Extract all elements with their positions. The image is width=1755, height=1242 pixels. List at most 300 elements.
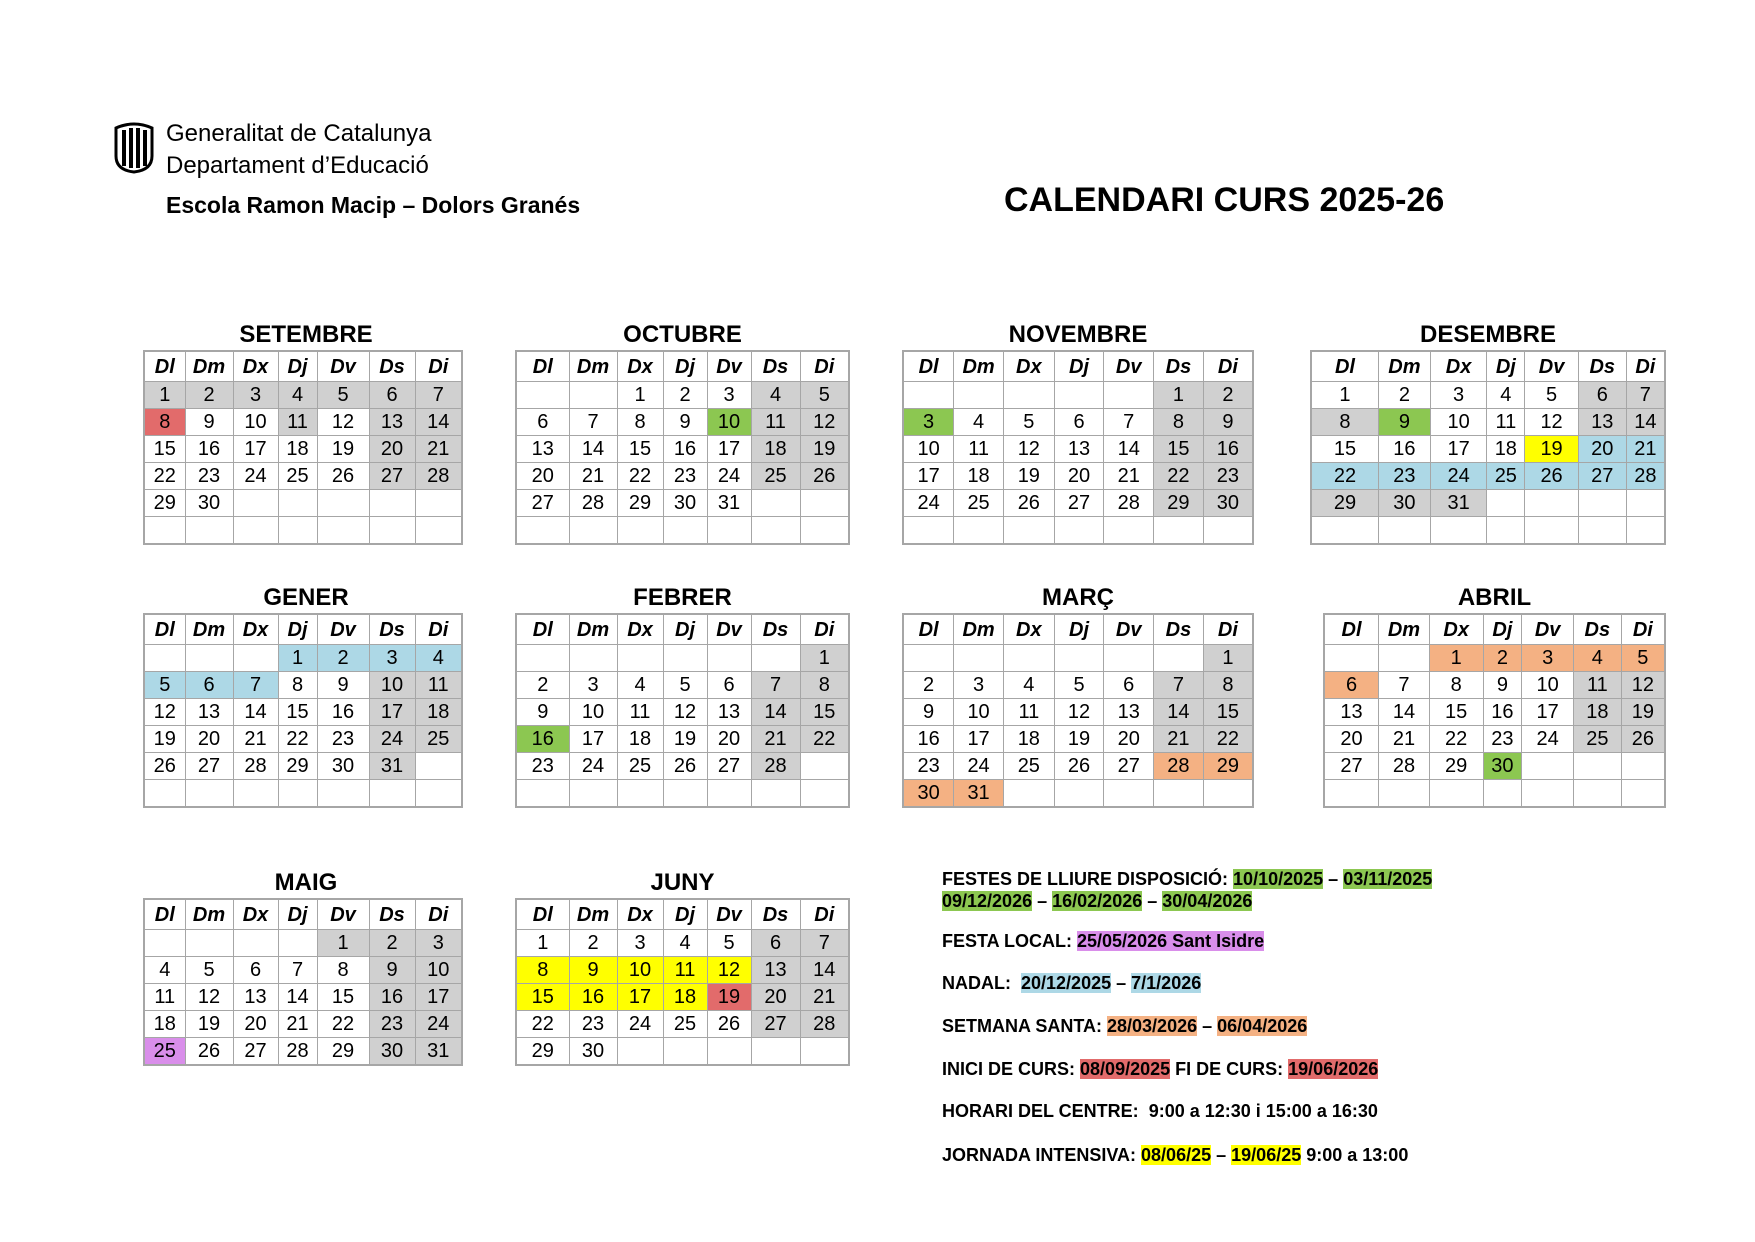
weekday-header: Ds [751, 351, 800, 382]
empty-cell [751, 1038, 800, 1066]
week-row [516, 753, 849, 780]
day-cell: 6 [516, 409, 569, 436]
day-cell: 2 [185, 382, 233, 409]
day-cell: 1 [1154, 382, 1204, 409]
day-cell: 19 [1525, 436, 1579, 463]
day-cell: 25 [1003, 753, 1054, 780]
day-cell: 14 [1104, 436, 1154, 463]
day-cell: 20 [1054, 463, 1104, 490]
day-cell: 12 [185, 984, 233, 1011]
weekday-header: Dl [1311, 351, 1378, 382]
day-cell: 8 [1154, 409, 1204, 436]
empty-cell [185, 930, 233, 957]
day-cell: 23 [1483, 726, 1522, 753]
day-cell: 21 [233, 726, 278, 753]
day-cell: 15 [516, 984, 569, 1011]
month-octubre [515, 320, 850, 545]
empty-cell [800, 517, 849, 545]
week-row [144, 436, 462, 463]
day-cell: 5 [144, 672, 185, 699]
week-row [1311, 382, 1665, 409]
day-cell: 9 [369, 957, 415, 984]
empty-cell [1626, 517, 1665, 545]
empty-cell [1003, 382, 1054, 409]
day-cell: 11 [954, 436, 1004, 463]
day-cell: 18 [954, 463, 1004, 490]
week-row [903, 409, 1253, 436]
empty-cell [569, 517, 617, 545]
month-name: ABRIL [1457, 584, 1532, 611]
page-title: CALENDARI CURS 2025-26 [1004, 181, 1445, 219]
weekday-header: Dl [144, 351, 185, 382]
empty-cell [903, 517, 954, 545]
day-cell: 15 [144, 436, 185, 463]
day-cell: 14 [800, 957, 849, 984]
week-row [1311, 517, 1665, 545]
empty-cell [1104, 780, 1154, 808]
empty-cell [1324, 645, 1379, 672]
empty-cell [1003, 780, 1054, 808]
weekday-header: Dv [1104, 614, 1154, 645]
month-grid [515, 613, 850, 808]
day-cell: 3 [1522, 645, 1574, 672]
month-gener [143, 583, 469, 808]
day-cell: 28 [1626, 463, 1665, 490]
legend-start-value: 08/09/2025 [1080, 1059, 1171, 1079]
empty-cell [516, 645, 569, 672]
weekday-header: Dx [617, 351, 663, 382]
empty-cell [185, 517, 233, 545]
month-novembre [902, 320, 1254, 545]
day-cell: 10 [707, 409, 751, 436]
empty-cell [663, 1038, 707, 1066]
empty-cell [516, 780, 569, 808]
weekday-header: Di [415, 351, 462, 382]
empty-cell [663, 517, 707, 545]
day-cell: 19 [663, 726, 707, 753]
day-cell: 18 [1487, 436, 1525, 463]
empty-cell [1573, 753, 1621, 780]
day-cell: 9 [317, 672, 369, 699]
weekday-header: Di [1621, 614, 1665, 645]
day-cell: 9 [663, 409, 707, 436]
day-cell: 18 [1003, 726, 1054, 753]
day-cell: 2 [663, 382, 707, 409]
day-cell: 7 [233, 672, 278, 699]
day-cell: 12 [800, 409, 849, 436]
empty-cell [1054, 382, 1104, 409]
day-cell: 15 [317, 984, 369, 1011]
legend-separator: – [1116, 973, 1127, 993]
day-cell: 22 [317, 1011, 369, 1038]
legend-free-days [942, 868, 1432, 912]
day-cell: 21 [1154, 726, 1204, 753]
week-row [903, 382, 1253, 409]
day-cell: 1 [1203, 645, 1253, 672]
day-cell: 12 [663, 699, 707, 726]
week-row [516, 463, 849, 490]
empty-cell [278, 780, 317, 808]
day-cell: 11 [1573, 672, 1621, 699]
day-cell: 15 [800, 699, 849, 726]
month-grid [902, 350, 1254, 545]
day-cell: 7 [569, 409, 617, 436]
day-cell: 17 [617, 984, 663, 1011]
day-cell: 5 [1525, 382, 1579, 409]
day-cell: 4 [954, 409, 1004, 436]
month-setembre [143, 320, 469, 545]
weekday-header: Ds [751, 614, 800, 645]
empty-cell [144, 517, 185, 545]
day-cell: 21 [1626, 436, 1665, 463]
legend-nadal-label: NADAL: [942, 973, 1011, 993]
day-cell: 17 [233, 436, 278, 463]
week-row [1324, 780, 1665, 808]
day-cell: 26 [707, 1011, 751, 1038]
week-row [144, 984, 462, 1011]
empty-cell [751, 490, 800, 517]
day-cell: 25 [751, 463, 800, 490]
day-cell: 11 [663, 957, 707, 984]
empty-cell [1522, 753, 1574, 780]
weekday-header: Ds [1573, 614, 1621, 645]
day-cell: 11 [278, 409, 317, 436]
week-row [1324, 726, 1665, 753]
weekday-header: Dl [144, 899, 185, 930]
week-row [144, 753, 462, 780]
weekday-header: Dv [707, 351, 751, 382]
weekday-header: Dv [317, 899, 369, 930]
weekday-header: Dv [317, 351, 369, 382]
empty-cell [1104, 382, 1154, 409]
day-cell: 9 [569, 957, 617, 984]
day-cell: 22 [1203, 726, 1253, 753]
day-cell: 22 [278, 726, 317, 753]
day-cell: 3 [415, 930, 462, 957]
weekday-header: Ds [369, 614, 415, 645]
day-cell: 26 [144, 753, 185, 780]
legend-free-date: 16/02/2026 [1052, 891, 1143, 911]
day-cell: 13 [1054, 436, 1104, 463]
weekday-header: Dx [233, 614, 278, 645]
day-cell: 12 [1003, 436, 1054, 463]
day-cell: 11 [415, 672, 462, 699]
day-cell: 30 [317, 753, 369, 780]
day-cell: 29 [278, 753, 317, 780]
day-cell: 1 [278, 645, 317, 672]
day-cell: 24 [569, 753, 617, 780]
day-cell: 11 [144, 984, 185, 1011]
weekday-header: Dl [903, 614, 954, 645]
empty-cell [569, 780, 617, 808]
day-cell: 7 [1104, 409, 1154, 436]
week-row [1311, 409, 1665, 436]
day-cell: 3 [903, 409, 954, 436]
day-cell: 4 [415, 645, 462, 672]
weekday-header: Dl [1324, 614, 1379, 645]
day-cell: 13 [1104, 699, 1154, 726]
week-row [516, 1011, 849, 1038]
weekday-header: Dv [1525, 351, 1579, 382]
day-cell: 27 [185, 753, 233, 780]
empty-cell [415, 780, 462, 808]
weekday-header: Dx [617, 899, 663, 930]
empty-cell [369, 780, 415, 808]
weekday-header: Dx [1429, 614, 1483, 645]
day-cell: 27 [1324, 753, 1379, 780]
day-cell: 11 [1003, 699, 1054, 726]
legend-separator: – [1216, 1145, 1227, 1165]
day-cell: 2 [516, 672, 569, 699]
day-cell: 2 [1203, 382, 1253, 409]
day-cell: 15 [1154, 436, 1204, 463]
day-cell: 9 [903, 699, 954, 726]
day-cell: 22 [800, 726, 849, 753]
day-cell: 13 [233, 984, 278, 1011]
day-cell: 18 [144, 1011, 185, 1038]
empty-cell [1154, 645, 1204, 672]
day-cell: 13 [751, 957, 800, 984]
day-cell: 29 [1154, 490, 1204, 517]
day-cell: 13 [1324, 699, 1379, 726]
empty-cell [954, 382, 1004, 409]
day-cell: 1 [1311, 382, 1378, 409]
weekday-header: Dj [1054, 351, 1104, 382]
week-row [516, 490, 849, 517]
week-row [516, 957, 849, 984]
weekday-header: Dx [233, 351, 278, 382]
day-cell: 1 [516, 930, 569, 957]
month-grid [143, 898, 463, 1066]
weekday-header: Ds [1154, 351, 1204, 382]
day-cell: 28 [569, 490, 617, 517]
empty-cell [1054, 645, 1104, 672]
day-cell: 25 [278, 463, 317, 490]
month-name: DESEMBRE [1419, 321, 1557, 348]
day-cell: 11 [1487, 409, 1525, 436]
empty-cell [516, 517, 569, 545]
day-cell: 13 [185, 699, 233, 726]
empty-cell [800, 753, 849, 780]
day-cell: 29 [1311, 490, 1378, 517]
day-cell: 17 [569, 726, 617, 753]
day-cell: 3 [369, 645, 415, 672]
day-cell: 26 [1054, 753, 1104, 780]
day-cell: 19 [800, 436, 849, 463]
day-cell: 20 [369, 436, 415, 463]
month-abril [1323, 583, 1666, 808]
day-cell: 3 [617, 930, 663, 957]
day-cell: 11 [751, 409, 800, 436]
day-cell: 30 [1203, 490, 1253, 517]
week-row [516, 984, 849, 1011]
generalitat-logo-icon [112, 122, 156, 174]
weekday-header: Dx [1003, 614, 1054, 645]
day-cell: 1 [617, 382, 663, 409]
day-cell: 28 [751, 753, 800, 780]
legend-hours-value: 9:00 a 12:30 i 15:00 a 16:30 [1148, 1101, 1378, 1121]
day-cell: 15 [278, 699, 317, 726]
weekday-header: Dl [903, 351, 954, 382]
weekday-header: Dj [278, 614, 317, 645]
day-cell: 21 [1104, 463, 1154, 490]
day-cell: 5 [707, 930, 751, 957]
empty-cell [707, 780, 751, 808]
weekday-header: Dj [663, 351, 707, 382]
month-grid [143, 350, 463, 545]
day-cell: 14 [1626, 409, 1665, 436]
week-row [516, 672, 849, 699]
day-cell: 26 [663, 753, 707, 780]
day-cell: 17 [415, 984, 462, 1011]
day-cell: 5 [185, 957, 233, 984]
legend-course-dates [942, 1058, 1378, 1080]
month-grid [1310, 350, 1666, 545]
day-cell: 19 [185, 1011, 233, 1038]
empty-cell [1578, 517, 1626, 545]
empty-cell [144, 780, 185, 808]
empty-cell [1203, 517, 1253, 545]
org-line1: Generalitat de Catalunya [166, 120, 432, 147]
empty-cell [1054, 517, 1104, 545]
week-row [1324, 699, 1665, 726]
day-cell: 4 [617, 672, 663, 699]
legend-hours [942, 1100, 1378, 1122]
day-cell: 24 [1522, 726, 1574, 753]
day-cell: 30 [569, 1038, 617, 1066]
empty-cell [317, 490, 369, 517]
day-cell: 29 [317, 1038, 369, 1066]
week-row [144, 699, 462, 726]
empty-cell [1154, 517, 1204, 545]
week-row [1311, 490, 1665, 517]
day-cell: 10 [1430, 409, 1487, 436]
day-cell: 20 [1324, 726, 1379, 753]
weekday-header: Dm [954, 351, 1004, 382]
weekday-header: Dj [278, 899, 317, 930]
weekday-header: Dj [663, 899, 707, 930]
day-cell: 6 [751, 930, 800, 957]
week-row [144, 1038, 462, 1066]
day-cell: 3 [707, 382, 751, 409]
weekday-header: Dl [516, 614, 569, 645]
week-row [144, 957, 462, 984]
week-row [903, 490, 1253, 517]
day-cell: 6 [1104, 672, 1154, 699]
empty-cell [617, 517, 663, 545]
empty-cell [1003, 517, 1054, 545]
weekday-header: Dm [1378, 351, 1430, 382]
empty-cell [144, 930, 185, 957]
weekday-header: Dj [1487, 351, 1525, 382]
week-row [903, 672, 1253, 699]
weekday-header: Dj [1054, 614, 1104, 645]
day-cell: 8 [800, 672, 849, 699]
day-cell: 30 [1483, 753, 1522, 780]
week-row [516, 780, 849, 808]
day-cell: 25 [1573, 726, 1621, 753]
day-cell: 30 [1378, 490, 1430, 517]
day-cell: 4 [1573, 645, 1621, 672]
day-cell: 16 [569, 984, 617, 1011]
weekday-header: Dm [569, 614, 617, 645]
empty-cell [369, 517, 415, 545]
legend-intensive-label: JORNADA INTENSIVA: [942, 1145, 1137, 1165]
empty-cell [800, 1038, 849, 1066]
day-cell: 10 [415, 957, 462, 984]
day-cell: 14 [278, 984, 317, 1011]
empty-cell [1621, 780, 1665, 808]
day-cell: 28 [415, 463, 462, 490]
day-cell: 4 [1487, 382, 1525, 409]
day-cell: 10 [569, 699, 617, 726]
empty-cell [751, 780, 800, 808]
legend-free-label: FESTES DE LLIURE DISPOSICIÓ: [942, 869, 1229, 889]
weekday-header: Di [1203, 351, 1253, 382]
day-cell: 9 [1378, 409, 1430, 436]
weekday-header: Dx [617, 614, 663, 645]
empty-cell [707, 645, 751, 672]
day-cell: 25 [1487, 463, 1525, 490]
legend-local-label: FESTA LOCAL [942, 931, 1066, 951]
day-cell: 28 [1104, 490, 1154, 517]
day-cell: 13 [707, 699, 751, 726]
day-cell: 4 [751, 382, 800, 409]
week-row [903, 463, 1253, 490]
day-cell: 18 [617, 726, 663, 753]
weekday-header: Di [1203, 614, 1253, 645]
empty-cell [1203, 780, 1253, 808]
weekday-header: Ds [1578, 351, 1626, 382]
day-cell: 31 [415, 1038, 462, 1066]
day-cell: 23 [369, 1011, 415, 1038]
day-cell: 2 [1378, 382, 1430, 409]
day-cell: 2 [903, 672, 954, 699]
day-cell: 18 [751, 436, 800, 463]
day-cell: 21 [569, 463, 617, 490]
day-cell: 24 [1430, 463, 1487, 490]
weekday-header: Dj [278, 351, 317, 382]
legend-end-label: FI DE CURS: [1175, 1059, 1284, 1079]
day-cell: 24 [369, 726, 415, 753]
day-cell: 1 [800, 645, 849, 672]
empty-cell [415, 517, 462, 545]
day-cell: 22 [516, 1011, 569, 1038]
month-name: GENER [263, 584, 349, 611]
day-cell: 8 [1429, 672, 1483, 699]
empty-cell [185, 780, 233, 808]
day-cell: 28 [1154, 753, 1204, 780]
empty-cell [903, 382, 954, 409]
day-cell: 19 [707, 984, 751, 1011]
weekday-header: Dm [1379, 614, 1430, 645]
day-cell: 23 [516, 753, 569, 780]
week-row [516, 726, 849, 753]
day-cell: 1 [317, 930, 369, 957]
day-cell: 12 [1054, 699, 1104, 726]
week-row [144, 930, 462, 957]
weekday-header: Dx [233, 899, 278, 930]
day-cell: 29 [1203, 753, 1253, 780]
empty-cell [185, 645, 233, 672]
day-cell: 16 [663, 436, 707, 463]
empty-cell [707, 1038, 751, 1066]
empty-cell [1626, 490, 1665, 517]
day-cell: 16 [1203, 436, 1253, 463]
weekday-header: Dl [516, 351, 569, 382]
day-cell: 8 [617, 409, 663, 436]
empty-cell [954, 517, 1004, 545]
